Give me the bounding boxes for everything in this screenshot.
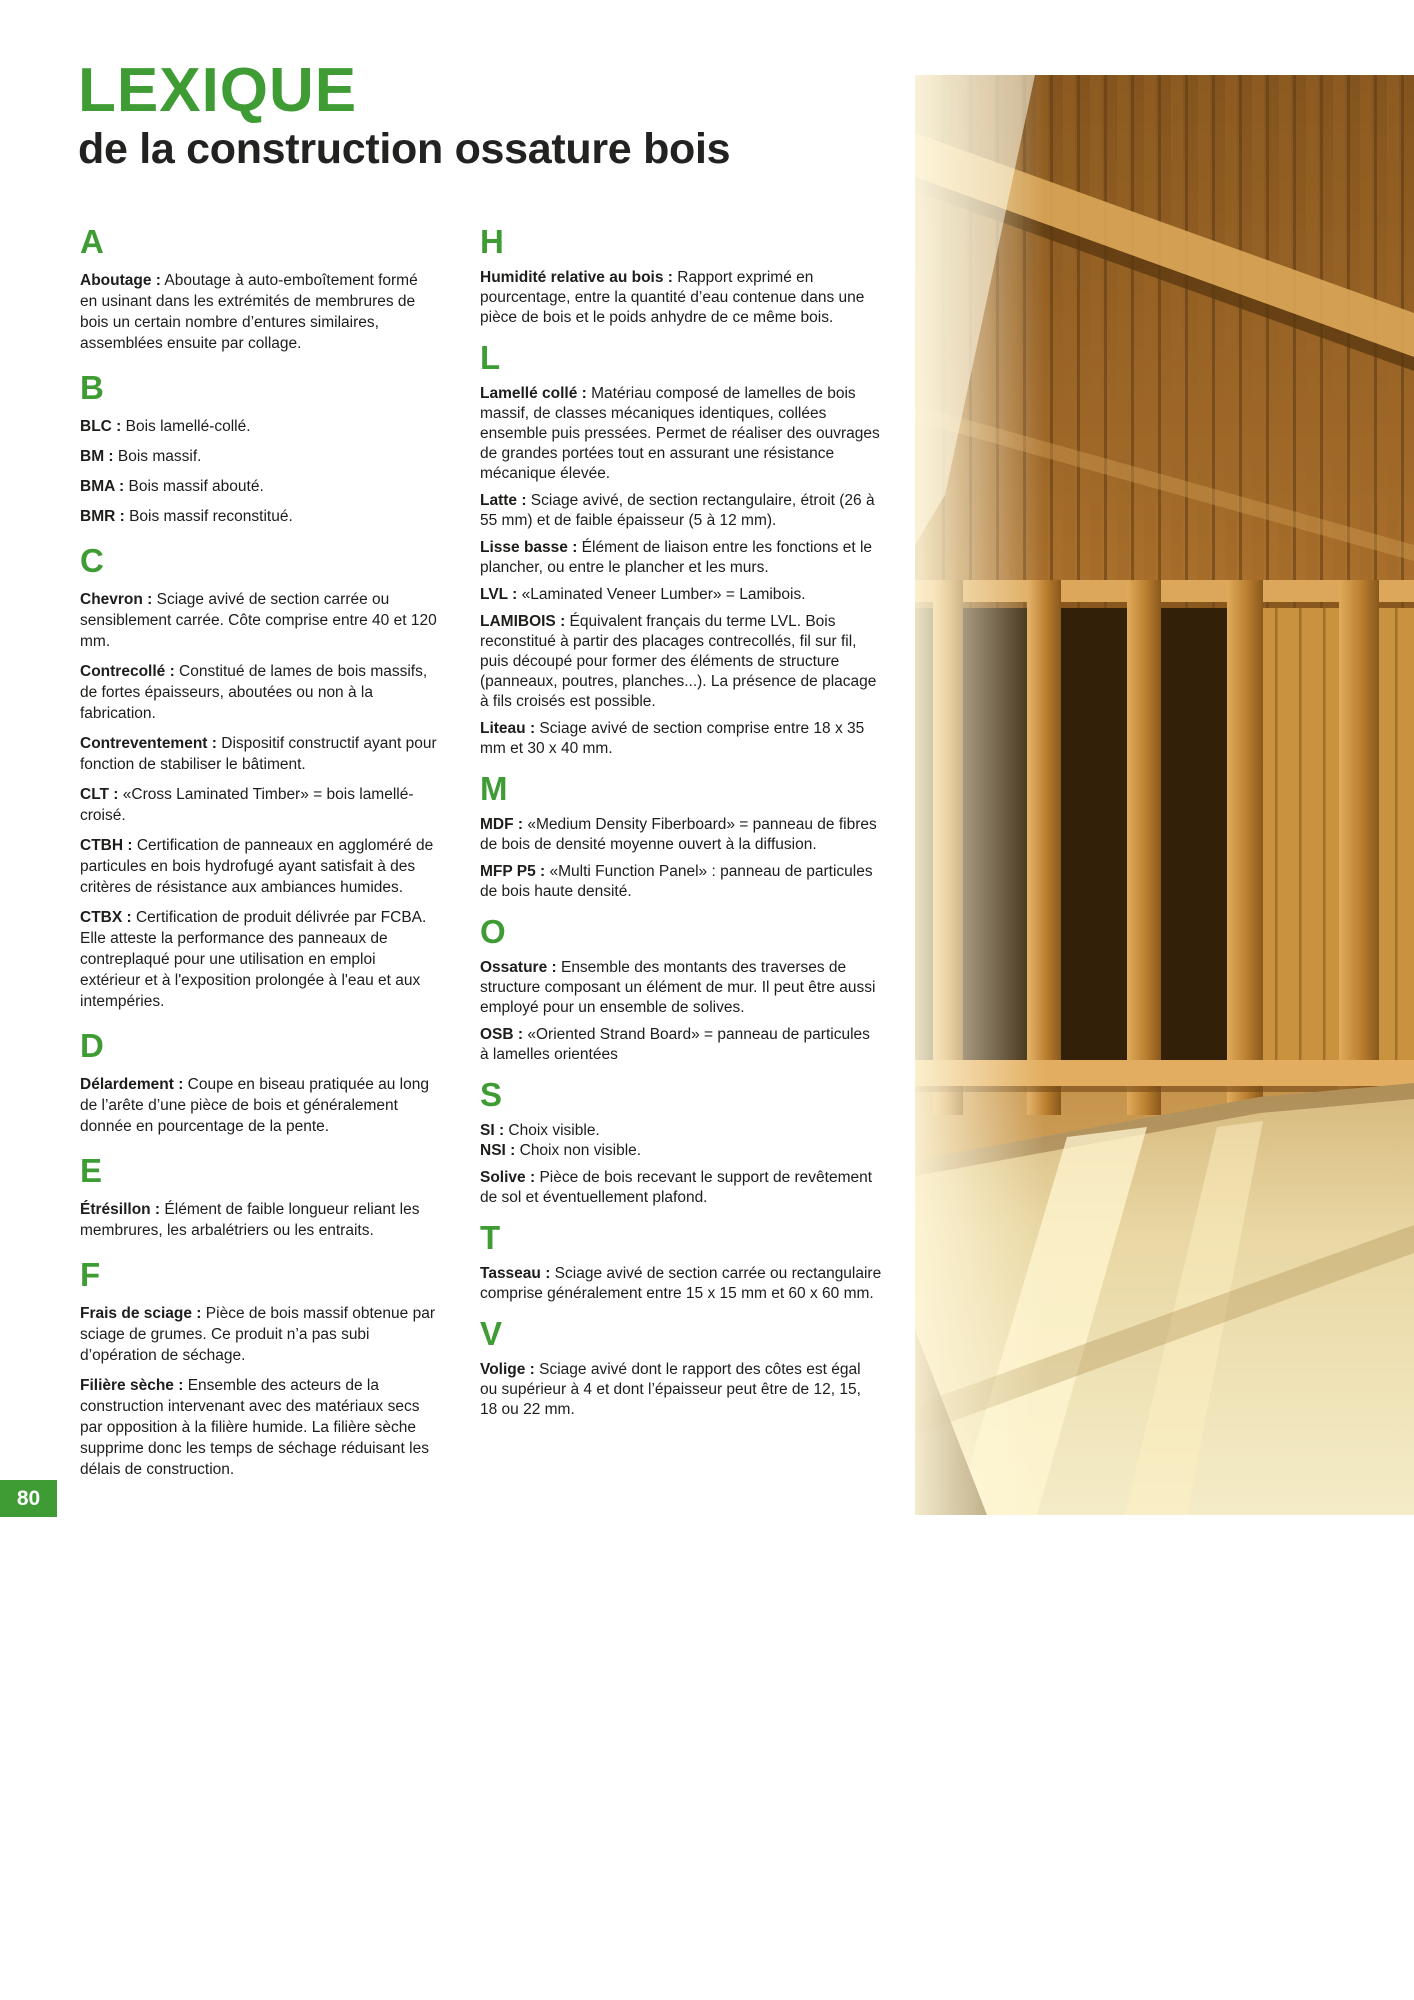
- glossary-term: Solive :: [480, 1169, 536, 1186]
- glossary-entry: BMA : Bois massif abouté.: [80, 478, 264, 495]
- letter-section-V: [480, 1316, 882, 1420]
- glossary-term: BMA :: [80, 478, 125, 495]
- letter-section-O: [480, 914, 882, 1065]
- glossary-entry: Contreventement : Dispositif constructif ayant pour fonction de stabiliser le bâtiment.: [80, 735, 437, 773]
- letter-heading: V: [480, 1315, 503, 1352]
- glossary-entry: Étrésillon : Élément de faible longueur reliant les membrures, les arbalétriers ou les entraits.: [80, 1201, 420, 1239]
- letter-heading: A: [80, 223, 104, 260]
- letter-section-F: [80, 1257, 438, 1480]
- glossary-entry: Lamellé collé : Matériau composé de lamelles de bois massif, de classes mécaniques identiques, collées ensemble puis pressées. Permet de réaliser des ouvrages de grandes portées tout en assurant une résistance mécanique élevée.: [480, 385, 880, 482]
- glossary-entry: LVL : «Laminated Veneer Lumber» = Lamibois.: [480, 586, 806, 603]
- glossary-entry: CTBH : Certification de panneaux en aggloméré de particules en bois hydrofugé ayant satisfait à des critères de résistance aux ambiances humides.: [80, 837, 434, 896]
- glossary-entry: Volige : Sciage avivé dont le rapport des côtes est égal ou supérieur à 4 et dont l’épaisseur peut être de 12, 15, 18 ou 22 mm.: [480, 1361, 861, 1418]
- letter-section-T: [480, 1220, 882, 1304]
- glossary-term: MDF :: [480, 816, 524, 833]
- glossary-term: Ossature :: [480, 959, 557, 976]
- timber-interior-illustration: [915, 75, 1414, 1515]
- glossary-term: Latte :: [480, 492, 527, 509]
- glossary-term: Filière sèche :: [80, 1377, 184, 1394]
- page-subtitle: de la construction ossature bois: [78, 125, 731, 173]
- glossary-entry: Solive : Pièce de bois recevant le support de revêtement de sol et éventuellement plafond.: [480, 1169, 873, 1206]
- letter-section-D: [80, 1028, 438, 1137]
- glossary-term: Contrecollé :: [80, 663, 175, 680]
- glossary-term: Lisse basse :: [480, 539, 578, 556]
- letter-heading: D: [80, 1027, 104, 1064]
- glossary-term: MFP P5 :: [480, 863, 546, 880]
- letter-section-H: [480, 224, 882, 328]
- glossary-entry: CLT : «Cross Laminated Timber» = bois lamellé-croisé.: [80, 786, 414, 824]
- glossary-entry: Frais de sciage : Pièce de bois massif obtenue par sciage de grumes. Ce produit n’a pas subi d’opération de séchage.: [80, 1305, 435, 1364]
- glossary-term: Étrésillon :: [80, 1201, 161, 1218]
- glossary-entry: Délardement : Coupe en biseau pratiquée au long de l’arête d’une pièce de bois et généralement donnée en pourcentage de la pente.: [80, 1076, 429, 1135]
- glossary-term: Tasseau :: [480, 1265, 551, 1282]
- page-number: 80: [16, 1486, 41, 1510]
- letter-section-E: [80, 1153, 438, 1241]
- letter-heading: H: [480, 223, 504, 260]
- glossary-column-right: [480, 224, 882, 1427]
- letter-section-B: [80, 370, 438, 527]
- letter-section-A: [80, 224, 438, 354]
- letter-heading: B: [80, 369, 104, 406]
- glossary-term: SI :: [480, 1122, 505, 1139]
- glossary-term: Chevron :: [80, 591, 153, 608]
- glossary-entry: Latte : Sciage avivé, de section rectangulaire, étroit (26 à 55 mm) et de faible épaisseur (5 à 12 mm).: [480, 492, 875, 529]
- glossary-entry: Filière sèche : Ensemble des acteurs de la construction intervenant avec des matériaux secs par opposition à la filière humide. La filière sèche supprime donc les temps de séchage réduisant les délais de construction.: [80, 1377, 429, 1478]
- page-number-badge: [0, 1480, 57, 1517]
- letter-heading: T: [480, 1219, 501, 1256]
- glossary-entry: Aboutage : Aboutage à auto-emboîtement formé en usinant dans les extrémités de membrures de bois un certain nombre d’entures similaires, assemblées ensuite par collage.: [80, 272, 418, 352]
- glossary-entry: OSB : «Oriented Strand Board» = panneau de particules à lamelles orientées: [480, 1026, 870, 1063]
- letter-heading: L: [480, 339, 501, 376]
- glossary-term: Contreventement :: [80, 735, 217, 752]
- glossary-entry: Humidité relative au bois : Rapport exprimé en pourcentage, entre la quantité d’eau contenue dans une pièce de bois et le poids anhydre de ce même bois.: [480, 269, 865, 326]
- glossary-entry: MFP P5 : «Multi Function Panel» : panneau de particules de bois haute densité.: [480, 863, 873, 900]
- glossary-term: Délardement :: [80, 1076, 184, 1093]
- glossary-term: CTBX :: [80, 909, 132, 926]
- glossary-entry: SI : Choix visible.: [480, 1122, 600, 1139]
- glossary-entry: NSI : Choix non visible.: [480, 1142, 642, 1159]
- letter-heading: S: [480, 1076, 503, 1113]
- letter-section-S: [480, 1077, 882, 1208]
- glossary-entry: Liteau : Sciage avivé de section comprise entre 18 x 35 mm et 30 x 40 mm.: [480, 720, 865, 757]
- glossary-entry: Chevron : Sciage avivé de section carrée ou sensiblement carrée. Côte comprise entre 40 et 120 mm.: [80, 591, 437, 650]
- glossary-column-left: [80, 224, 438, 1489]
- glossary-term: CLT :: [80, 786, 119, 803]
- glossary-entry: BLC : Bois lamellé-collé.: [80, 418, 251, 435]
- glossary-entry: Tasseau : Sciage avivé de section carrée ou rectangulaire comprise généralement entre 15 x 15 mm et 60 x 60 mm.: [480, 1265, 882, 1302]
- letter-heading: O: [480, 913, 506, 950]
- letter-heading: E: [80, 1152, 103, 1189]
- glossary-term: NSI :: [480, 1142, 516, 1159]
- letter-heading: M: [480, 770, 508, 807]
- letter-section-M: [480, 771, 882, 902]
- letter-heading: C: [80, 542, 104, 579]
- letter-section-L: [480, 340, 882, 759]
- glossary-term: BMR :: [80, 508, 125, 525]
- glossary-term: Liteau :: [480, 720, 536, 737]
- glossary-entry: LAMIBOIS : Équivalent français du terme LVL. Bois reconstitué à partir des placages contrecollés, fil sur fil, puis découpé pour former des éléments de structure (panneaux, poutres, planches...). La présence de placage à fils croisés est possible.: [480, 613, 877, 710]
- letter-section-C: [80, 543, 438, 1012]
- glossary-term: LAMIBOIS :: [480, 613, 566, 630]
- glossary-term: BLC :: [80, 418, 122, 435]
- glossary-term: Aboutage :: [80, 272, 161, 289]
- glossary-term: OSB :: [480, 1026, 524, 1043]
- glossary-term: CTBH :: [80, 837, 133, 854]
- glossary-term: Volige :: [480, 1361, 535, 1378]
- glossary-term: Frais de sciage :: [80, 1305, 202, 1322]
- glossary-entry: Ossature : Ensemble des montants des traverses de structure composant un élément de mur. Il peut être aussi employé pour un ensemble de solives.: [480, 959, 876, 1016]
- page-title: LEXIQUE: [78, 56, 358, 125]
- page-header: [78, 56, 731, 173]
- glossary-entry: Contrecollé : Constitué de lames de bois massifs, de fortes épaisseurs, aboutées ou non à la fabrication.: [80, 663, 428, 722]
- construction-photo: [915, 75, 1414, 1515]
- glossary-term: BM :: [80, 448, 114, 465]
- glossary-term: Lamellé collé :: [480, 385, 587, 402]
- letter-heading: F: [80, 1256, 101, 1293]
- glossary-entry: BM : Bois massif.: [80, 448, 202, 465]
- glossary-entry: BMR : Bois massif reconstitué.: [80, 508, 293, 525]
- glossary-term: LVL :: [480, 586, 518, 603]
- glossary-term: Humidité relative au bois :: [480, 269, 673, 286]
- glossary-entry: Lisse basse : Élément de liaison entre les fonctions et le plancher, ou entre le plancher et les murs.: [480, 539, 873, 576]
- glossary-entry: MDF : «Medium Density Fiberboard» = panneau de fibres de bois de densité moyenne ouvert à la diffusion.: [480, 816, 877, 853]
- glossary-entry: CTBX : Certification de produit délivrée par FCBA. Elle atteste la performance des panneaux de contreplaqué pour une utilisation en emploi extérieur et à l'exposition prolongée à l'eau et aux intempéries.: [80, 909, 427, 1010]
